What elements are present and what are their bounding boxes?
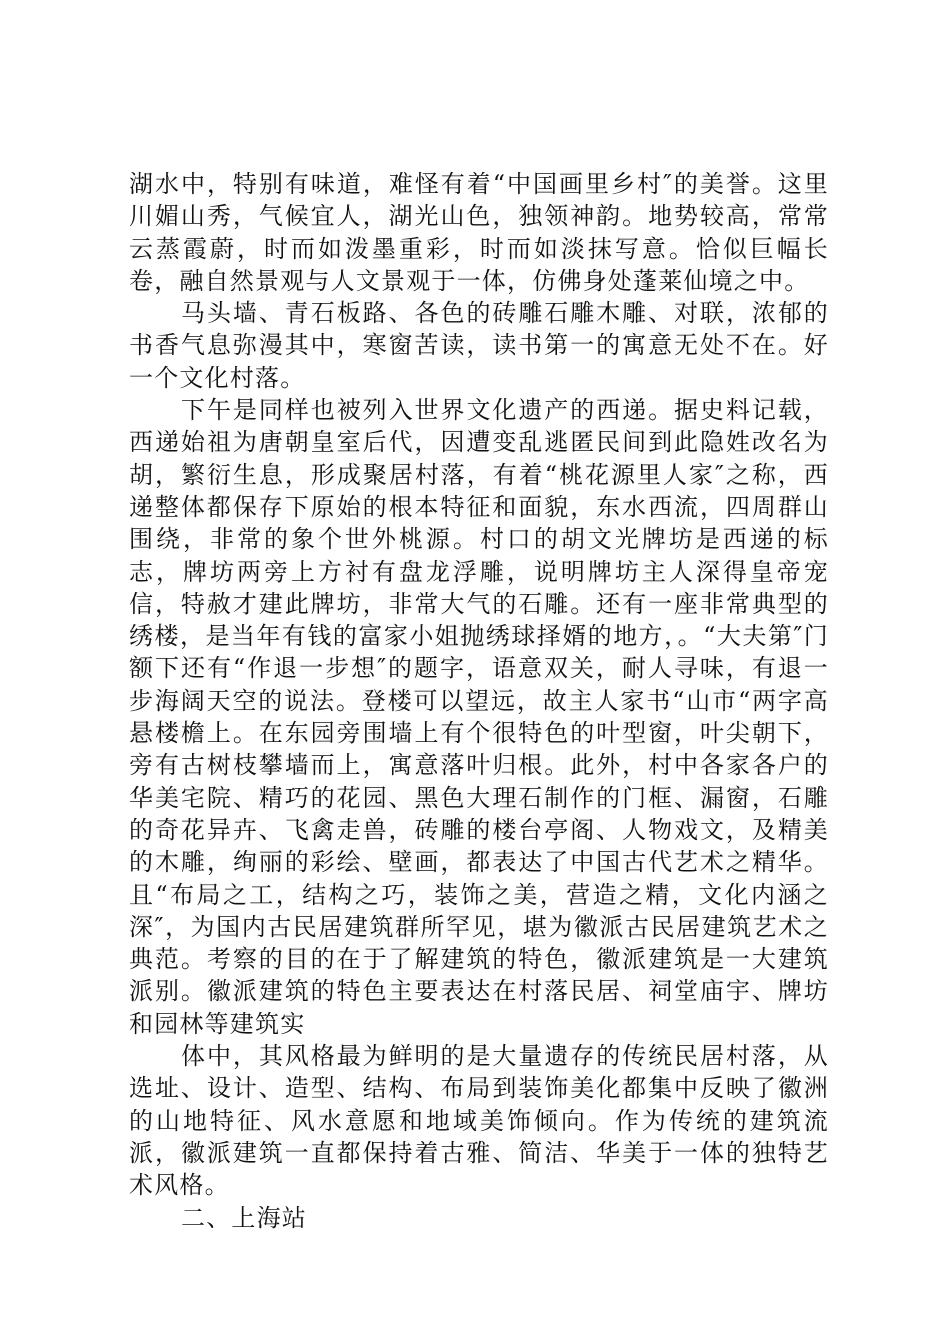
paragraph-huzhong: 湖水中，特别有味道，难怪有着“中国画里乡村″的美誉。这里川媚山秀，气候宜人，湖光山色，独领神韵。地势较高，常常云蒸霞蔚，时而如泼墨重彩，时而如淡抹写意。恰似巨幅长卷，融自然景观与人文景观于一体，仿佛身处蓬莱仙境之中。 <box>129 170 829 295</box>
section-heading-shanghai: 二、上海站 <box>181 1203 307 1232</box>
paragraph-matouqiang: 马头墙、青石板路、各色的砖雕石雕木雕、对联，浓郁的书香气息弥漫其中，寒窗苦读，读书第一的寓意无处不在。好一个文化村落。 <box>129 299 829 392</box>
document-body <box>129 168 829 1234</box>
paragraph-xidi: 下午是同样也被列入世界文化遗产的西递。据史料记载，西递始祖为唐朝皇室后代，因遭变乱逃匿民间到此隐姓改名为胡，繁衍生息，形成聚居村落，有着“桃花源里人家″之称，西递整体都保存下原始的根本特征和面貌，东水西流，四周群山围绕，非常的象个世外桃源。村口的胡文光牌坊是西递的标志，牌坊两旁上方衬有盘龙浮雕，说明牌坊主人深得皇帝宠信，特赦才建此牌坊，非常大气的石雕。还有一座非常典型的绣楼，是当年有钱的富家小姐抛绣球择婿的地方，。“大夫第″门额下还有“作退一步想″的题字，语意双关，耐人寻味，有退一步海阔天空的说法。登楼可以望远，故主人家书“山市“两字高悬楼檐上。在东园旁围墙上有个很特色的叶型窗，叶尖朝下，旁有古树枝攀墙而上，寓意落叶归根。此外，村中各家各户的华美宅院、精巧的花园、黑色大理石制作的门框、漏窗，石雕的奇花异卉、飞禽走兽，砖雕的楼台亭阁、人物戏文，及精美的木雕，绚丽的彩绘、壁画，都表达了中国古代艺术之精华。且“布局之工，结构之巧，装饰之美，营造之精，文化内涵之深″，为国内古民居建筑群所罕见，堪为徽派古民居建筑艺术之典范。考察的目的在于了解建筑的特色，徽派建筑是一大建筑派别。徽派建筑的特色主要表达在村落民居、祠堂庙宇、牌坊和园林等建筑实 <box>129 396 829 1038</box>
paragraph-huipai-style: 体中，其风格最为鲜明的是大量遗存的传统民居村落，从选址、设计、造型、结构、布局到装饰美化都集中反映了徽洲的山地特征、风水意愿和地域美饰倾向。作为传统的建筑流派，徽派建筑一直都保持着古雅、简洁、华美于一体的独特艺术风格。 <box>129 1042 829 1200</box>
